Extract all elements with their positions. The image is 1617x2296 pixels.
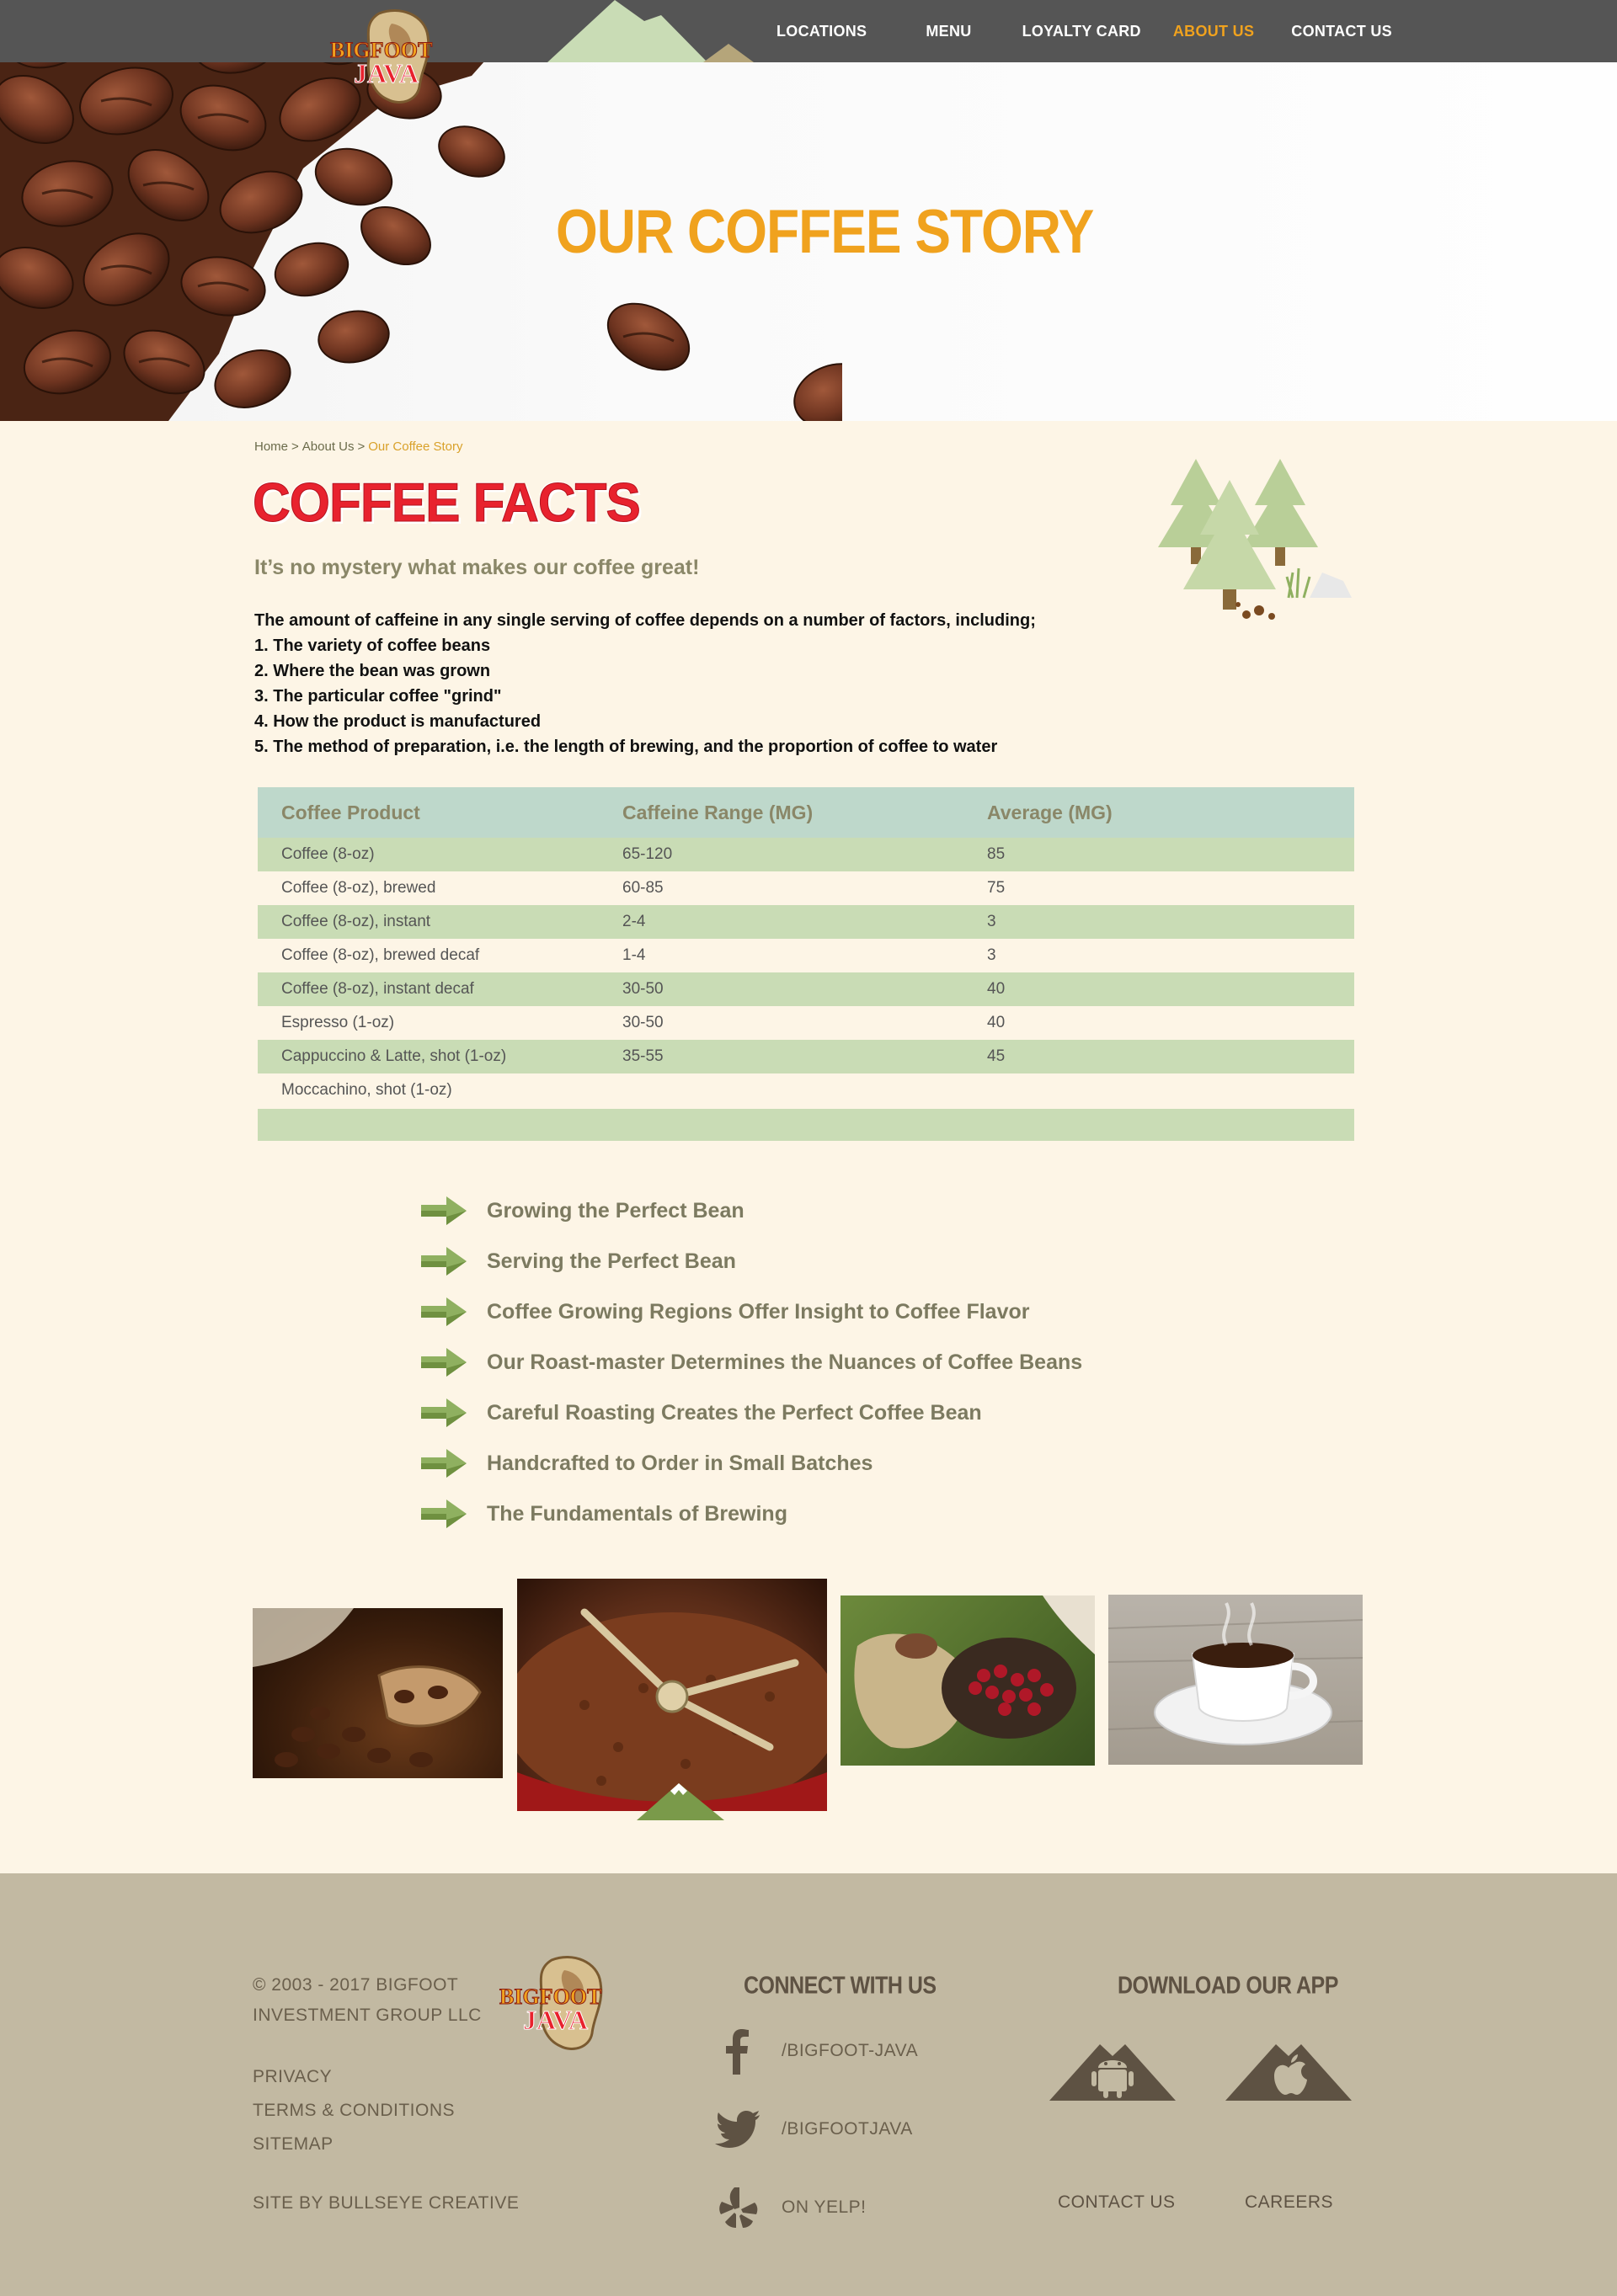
connect-heading: CONNECT WITH US — [744, 1972, 937, 2000]
table-row — [258, 905, 1354, 939]
nav-contact-us[interactable]: CONTACT US — [1291, 22, 1392, 40]
intro-sentence: The amount of caffeine in any single serving of coffee depends on a number of factors, including; — [254, 611, 1036, 630]
table-cell: 60-85 — [622, 879, 664, 897]
arrow-right-icon — [421, 1449, 467, 1478]
hero-title: OUR COFFEE STORY — [556, 196, 1094, 266]
story-link[interactable]: Serving the Perfect Bean — [421, 1236, 1082, 1287]
story-link[interactable]: Handcrafted to Order in Small Batches — [421, 1438, 1082, 1489]
table-row — [258, 972, 1354, 1006]
coffee-cherries-photo[interactable] — [841, 1595, 1095, 1766]
table-cell: 85 — [987, 845, 1006, 863]
arrow-right-icon — [421, 1196, 467, 1225]
nav-menu-link[interactable]: MENU — [926, 22, 972, 40]
apple-icon[interactable] — [1225, 2038, 1352, 2101]
arrow-right-icon — [421, 1348, 467, 1377]
table-cell: Moccachino, shot (1-oz) — [281, 1081, 452, 1099]
mountain-decoration — [637, 1783, 724, 1820]
table-cell: Cappuccino & Latte, shot (1-oz) — [281, 1047, 507, 1065]
story-link[interactable]: Growing the Perfect Bean — [421, 1185, 1082, 1236]
story-link[interactable]: The Fundamentals of Brewing — [421, 1489, 1082, 1539]
page-subtitle: It’s no mystery what makes our coffee great! — [254, 556, 700, 579]
arrow-right-icon — [421, 1297, 467, 1326]
table-row — [258, 1040, 1354, 1073]
intro-text — [254, 608, 1036, 759]
breadcrumb-home[interactable]: Home — [254, 439, 289, 454]
table-header-cell: Caffeine Range (MG) — [622, 801, 814, 823]
table-cell: Coffee (8-oz), instant — [281, 913, 431, 930]
copyright: © 2003 - 2017 BIGFOOT INVESTMENT GROUP LLC — [253, 1975, 482, 2025]
breadcrumb-about-us[interactable]: About Us — [302, 439, 355, 454]
terms-link[interactable]: TERMS & CONDITIONS — [253, 2101, 456, 2120]
breadcrumb: Home > About Us > Our Coffee Story — [254, 439, 463, 454]
table-cell: Espresso (1-oz) — [281, 1014, 395, 1031]
coffee-cup-photo[interactable] — [1108, 1595, 1363, 1765]
table-cell: 30-50 — [622, 980, 664, 998]
bigfoot-java-logo[interactable] — [493, 1953, 627, 2054]
table-row — [258, 1073, 1354, 1107]
table-footer-bar — [258, 1109, 1354, 1141]
bigfoot-java-logo[interactable] — [320, 7, 455, 108]
arrow-right-icon — [421, 1500, 467, 1528]
svg-text:BIGFOOT: BIGFOOT — [330, 38, 433, 62]
table-cell: 3 — [987, 913, 996, 930]
table-cell: 1-4 — [622, 946, 646, 964]
site-footer — [0, 1873, 1617, 2296]
nav-loyalty-card[interactable]: LOYALTY CARD — [1022, 22, 1141, 40]
table-header — [258, 787, 1354, 838]
factor-item: 3. The particular coffee "grind" — [254, 687, 502, 706]
table-cell: Coffee (8-oz) — [281, 845, 375, 863]
yelp-link[interactable]: ON YELP! — [714, 2184, 867, 2231]
table-cell: 30-50 — [622, 1014, 664, 1031]
yelp-icon — [714, 2184, 761, 2231]
story-links-list — [421, 1185, 1082, 1539]
table-cell: 40 — [987, 1014, 1006, 1031]
mountain-decoration — [547, 0, 766, 62]
hero-banner — [0, 0, 1617, 421]
factor-item: 4. How the product is manufactured — [254, 712, 542, 731]
coffee-scoop-photo[interactable] — [253, 1608, 503, 1778]
table-header-cell: Coffee Product — [281, 801, 420, 823]
trees-illustration — [1154, 455, 1356, 623]
table-row — [258, 838, 1354, 871]
table-row — [258, 939, 1354, 972]
footer-contact-us-link[interactable]: CONTACT US — [1058, 2192, 1176, 2212]
facebook-link[interactable]: /BIGFOOT-JAVA — [714, 2027, 918, 2075]
table-cell: 65-120 — [622, 845, 673, 863]
footer-links — [253, 2060, 455, 2161]
table-cell: 75 — [987, 879, 1006, 897]
table-header-cell: Average (MG) — [987, 801, 1113, 823]
factor-item: 2. Where the bean was grown — [254, 662, 491, 680]
top-navbar — [0, 0, 1617, 62]
breadcrumb-current: Our Coffee Story — [368, 439, 463, 454]
table-row — [258, 1006, 1354, 1040]
site-credit-link[interactable]: SITE BY BULLSEYE CREATIVE — [253, 2193, 520, 2213]
footer-careers-link[interactable]: CAREERS — [1245, 2192, 1334, 2212]
page-title: COFFEE FACTS — [253, 472, 640, 534]
privacy-link[interactable]: PRIVACY — [253, 2067, 333, 2086]
table-cell: Coffee (8-oz), brewed decaf — [281, 946, 480, 964]
caffeine-table — [258, 787, 1354, 1141]
facebook-icon — [714, 2027, 761, 2075]
app-heading: DOWNLOAD OUR APP — [1118, 1972, 1338, 2000]
arrow-right-icon — [421, 1247, 467, 1276]
twitter-icon — [714, 2106, 761, 2153]
table-cell: 40 — [987, 980, 1006, 998]
factor-item: 5. The method of preparation, i.e. the length of brewing, and the proportion of coffee to water — [254, 738, 998, 756]
arrow-right-icon — [421, 1398, 467, 1427]
nav-locations[interactable]: LOCATIONS — [776, 22, 867, 40]
sitemap-link[interactable]: SITEMAP — [253, 2134, 334, 2154]
story-link[interactable]: Coffee Growing Regions Offer Insight to Coffee Flavor — [421, 1287, 1082, 1337]
nav-about-us[interactable]: ABOUT US — [1172, 22, 1255, 40]
story-link[interactable]: Our Roast-master Determines the Nuances of Coffee Beans — [421, 1337, 1082, 1388]
factor-item: 1. The variety of coffee beans — [254, 637, 491, 655]
nav-menu — [758, 0, 1392, 62]
svg-text:JAVA: JAVA — [354, 58, 419, 88]
table-row — [258, 871, 1354, 905]
table-cell: Coffee (8-oz), brewed — [281, 879, 436, 897]
table-cell: Coffee (8-oz), instant decaf — [281, 980, 474, 998]
twitter-link[interactable]: /BIGFOOTJAVA — [714, 2106, 913, 2153]
table-cell: 2-4 — [622, 913, 646, 930]
table-cell: 3 — [987, 946, 996, 964]
table-cell: 35-55 — [622, 1047, 664, 1065]
coffee-roaster-photo[interactable] — [517, 1579, 827, 1811]
svg-text:BIGFOOT: BIGFOOT — [499, 1984, 602, 2009]
table-cell: 45 — [987, 1047, 1006, 1065]
svg-text:JAVA: JAVA — [523, 2005, 589, 2035]
story-link[interactable]: Careful Roasting Creates the Perfect Coffee Bean — [421, 1388, 1082, 1438]
android-icon[interactable] — [1049, 2038, 1176, 2101]
